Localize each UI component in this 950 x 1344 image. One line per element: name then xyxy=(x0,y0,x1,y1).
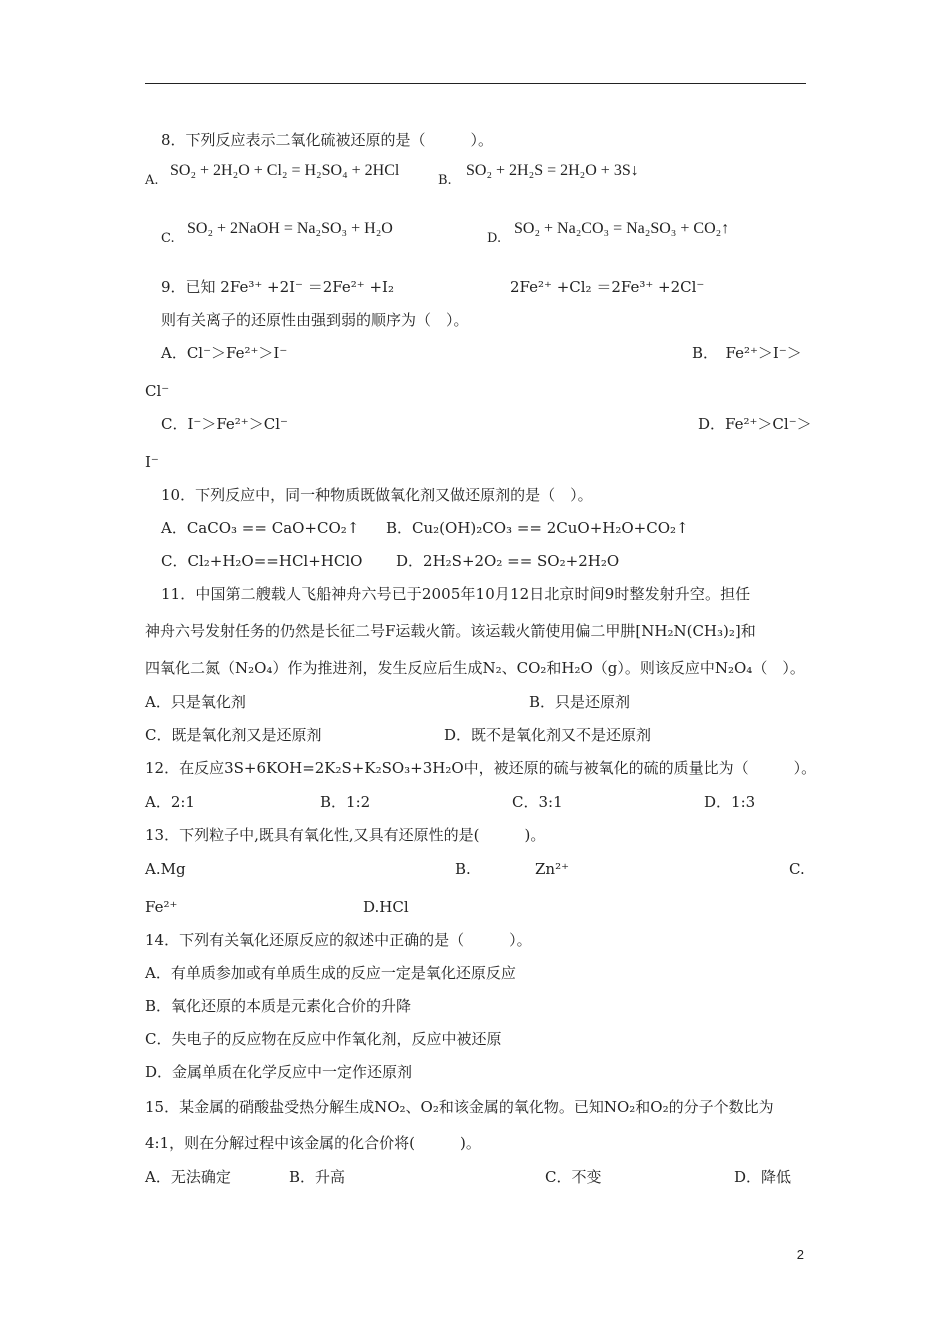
q8-option-a-label: A. xyxy=(145,173,159,188)
q12-option-d: D．1:3 xyxy=(704,793,756,811)
q13-option-b-label: B. xyxy=(455,860,471,878)
q14-option-b: B．氧化还原的本质是元素化合价的升降 xyxy=(145,997,412,1015)
q8-option-d-formula: SO₂ + Na₂CO₃ = Na₂SO₃ + CO₂↑ xyxy=(514,220,730,237)
page-number: 2 xyxy=(796,1247,804,1262)
q13-option-c-value: Fe²⁺ xyxy=(145,898,178,916)
q10-option-d: D．2H₂S+2O₂ == SO₂+2H₂O xyxy=(396,552,620,570)
q9-option-b-wrap: Cl⁻ xyxy=(145,382,170,400)
q10-stem: 10．下列反应中，同一种物质既做氧化剂又做还原剂的是（ ）。 xyxy=(161,486,593,504)
q13-option-a: A.Mg xyxy=(145,860,186,878)
header-rule xyxy=(145,83,806,84)
q9-option-a: A．Cl⁻＞Fe²⁺＞I⁻ xyxy=(161,344,288,362)
q8-option-a-formula: SO₂ + 2H₂O + Cl₂ = H₂SO₄ + 2HCl xyxy=(170,162,400,179)
q13-stem: 13．下列粒子中,既具有氧化性,又具有还原性的是( )。 xyxy=(145,826,546,844)
q14-stem: 14．下列有关氧化还原反应的叙述中正确的是（ ）。 xyxy=(145,931,532,949)
q11-line1: 11．中国第二艘载人飞船神舟六号已于2005年10月12日北京时间9时整发射升空。担任 xyxy=(161,585,751,603)
q8-option-b-label: B. xyxy=(438,173,452,188)
q9-stem-left: 9．已知 2Fe³⁺ +2I⁻ ＝2Fe²⁺ +I₂ xyxy=(161,278,394,296)
q8-stem: 8．下列反应表示二氧化硫被还原的是（ ）。 xyxy=(161,131,494,149)
q11-option-d: D．既不是氧化剂又不是还原剂 xyxy=(444,726,652,744)
q9-option-b: B． Fe²⁺＞I⁻＞ xyxy=(692,344,802,362)
q11-line3: 四氧化二氮（N₂O₄）作为推进剂，发生反应后生成N₂、CO₂和H₂O（g）。则该反应中N₂O₄（ ）。 xyxy=(145,659,805,677)
q15-option-b: B．升高 xyxy=(289,1168,346,1186)
q8-option-b-formula: SO₂ + 2H₂S = 2H₂O + 3S↓ xyxy=(466,162,639,179)
q15-line1: 15．某金属的硝酸盐受热分解生成NO₂、O₂和该金属的氧化物。已知NO₂和O₂的分子个数比为 xyxy=(145,1098,774,1116)
q8-option-c-formula: SO₂ + 2NaOH = Na₂SO₃ + H₂O xyxy=(187,220,393,237)
q14-option-c: C．失电子的反应物在反应中作氧化剂，反应中被还原 xyxy=(145,1030,502,1048)
q11-option-c: C．既是氧化剂又是还原剂 xyxy=(145,726,322,744)
q9-option-d: D．Fe²⁺＞Cl⁻＞ xyxy=(698,415,812,433)
q9-option-d-wrap: I⁻ xyxy=(145,453,159,471)
q12-option-a: A．2:1 xyxy=(145,793,195,811)
q10-option-c: C．Cl₂+H₂O==HCl+HClO xyxy=(161,552,363,570)
q9-option-c: C．I⁻＞Fe²⁺＞Cl⁻ xyxy=(161,415,288,433)
q9-stem-right: 2Fe²⁺ +Cl₂ ＝2Fe³⁺ +2Cl⁻ xyxy=(510,278,705,296)
q14-option-a: A．有单质参加或有单质生成的反应一定是氧化还原反应 xyxy=(145,964,516,982)
q9-stem2: 则有关离子的还原性由强到弱的顺序为（ ）。 xyxy=(161,311,469,329)
q10-option-b: B．Cu₂(OH)₂CO₃ == 2CuO+H₂O+CO₂↑ xyxy=(386,519,689,537)
q8-option-c-label: C. xyxy=(161,231,175,246)
q14-option-d: D．金属单质在化学反应中一定作还原剂 xyxy=(145,1063,413,1081)
q13-option-d: D.HCl xyxy=(363,898,409,916)
q12-stem: 12．在反应3S+6KOH=2K₂S+K₂SO₃+3H₂O中，被还原的硫与被氧化的硫的质量比为（ ）。 xyxy=(145,759,817,777)
q11-option-a: A．只是氧化剂 xyxy=(145,693,246,711)
q11-line2: 神舟六号发射任务的仍然是长征二号F运载火箭。该运载火箭使用偏二甲肼[NH₂N(CH₃)₂]和 xyxy=(145,622,756,640)
q15-option-d: D．降低 xyxy=(734,1168,792,1186)
q15-line2: 4:1，则在分解过程中该金属的化合价将( )。 xyxy=(145,1134,481,1152)
q12-option-c: C．3:1 xyxy=(512,793,563,811)
q15-option-c: C．不变 xyxy=(545,1168,602,1186)
q12-option-b: B．1:2 xyxy=(320,793,371,811)
q8-option-d-label: D. xyxy=(487,231,502,246)
q11-option-b: B．只是还原剂 xyxy=(529,693,631,711)
q10-option-a: A．CaCO₃ == CaO+CO₂↑ xyxy=(161,519,360,537)
q15-option-a: A．无法确定 xyxy=(145,1168,231,1186)
q13-option-c-label: C. xyxy=(789,860,805,878)
q13-option-b-value: Zn²⁺ xyxy=(535,860,570,878)
